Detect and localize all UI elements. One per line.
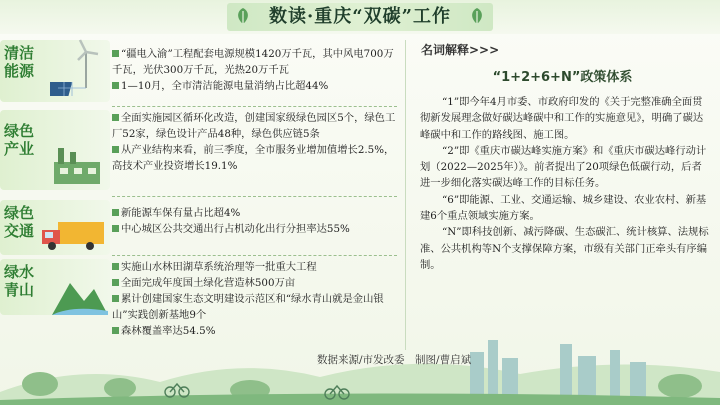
list-item: “疆电入渝”工程配套电源规模1420万千瓦，其中风电700万千瓦，光伏300万千瓦，光热20万千瓦 — [112, 48, 394, 76]
credit-line: 数据来源/市发改委 制图/曹启斌 — [317, 354, 472, 366]
category-label: 绿色 交通 — [4, 204, 35, 240]
list-item: 全面完成年度国土绿化营造林500万亩 — [112, 275, 397, 291]
items-list — [112, 110, 397, 174]
divider — [112, 106, 397, 107]
list-item: 实施山水林田湖草系统治理等一批重大工程 — [112, 259, 397, 275]
policy-title: “1+2+6+N”政策体系 — [492, 70, 633, 85]
divider — [112, 196, 397, 197]
wind-solar-icon — [50, 38, 108, 102]
definitions-list — [420, 94, 712, 273]
items-list — [112, 46, 397, 94]
definition-paragraph: “N”即科技创新、减污降碳、生态碳汇、统计核算、法规标准、公共机构等N个支撑保障方案，市级有关部门正牵头有序编制。 — [420, 226, 709, 271]
list-item: 从产业结构来看，前三季度，全市服务业增加值增长2.5%，高技术产业投资增长19.1% — [112, 144, 395, 172]
list-item: 1—10月，全市清洁能源电量消纳占比超44% — [112, 78, 397, 94]
bullet-square-icon — [112, 209, 119, 216]
items-list — [112, 205, 397, 237]
bullet-square-icon — [112, 82, 119, 89]
definition-paragraph: “1”即今年4月市委、市政府印发的《关于完整准确全面贯彻新发展理念做好碳达峰碳中和工作的实施意见》，明确了碳达峰碳中和工作的路线图、施工图。 — [420, 96, 704, 141]
list-item: 全面实施园区循环化改造，创建国家级绿色园区5个，绿色工厂52家，绿色设计产品48种，绿色供应链5条 — [112, 112, 396, 140]
divider — [112, 255, 397, 256]
category-label: 绿色 产业 — [4, 122, 35, 158]
bullet-square-icon — [112, 114, 119, 121]
list-item: 新能源车保有量占比超4% — [112, 205, 397, 221]
bullet-square-icon — [112, 225, 119, 232]
category-label: 绿水 青山 — [4, 263, 35, 299]
definition-paragraph: “6”即能源、工业、交通运输、城乡建设、农业农村、新基建6个重点领域实施方案。 — [420, 193, 707, 223]
bullet-square-icon — [112, 263, 119, 270]
list-item: 累计创建国家生态文明建设示范区和“绿水青山就是金山银山”实践创新基地9个 — [112, 293, 384, 321]
bullet-square-icon — [112, 146, 119, 153]
green-hills-icon — [52, 265, 108, 315]
bullet-square-icon — [112, 295, 119, 302]
glossary-heading: 名词解释>>> — [421, 43, 500, 57]
electric-truck-icon — [36, 218, 108, 254]
bullet-square-icon — [112, 50, 119, 57]
column-separator — [405, 40, 406, 350]
definition-paragraph: “2”即《重庆市碳达峰实施方案》和《重庆市碳达峰行动计划（2022—2025年）》。前者提出了20项绿色低碳行动，后者进一步细化落实碳达峰工作的目标任务。 — [420, 144, 707, 190]
factory-icon — [50, 140, 108, 186]
category-label: 清洁 能源 — [4, 44, 35, 80]
list-item: 中心城区公共交通出行占机动化出行分担率达55% — [112, 221, 397, 237]
list-item: 森林覆盖率达54.5% — [112, 323, 397, 339]
bullet-square-icon — [112, 279, 119, 286]
page-title: 数读·重庆“双碳”工作 — [269, 6, 451, 27]
